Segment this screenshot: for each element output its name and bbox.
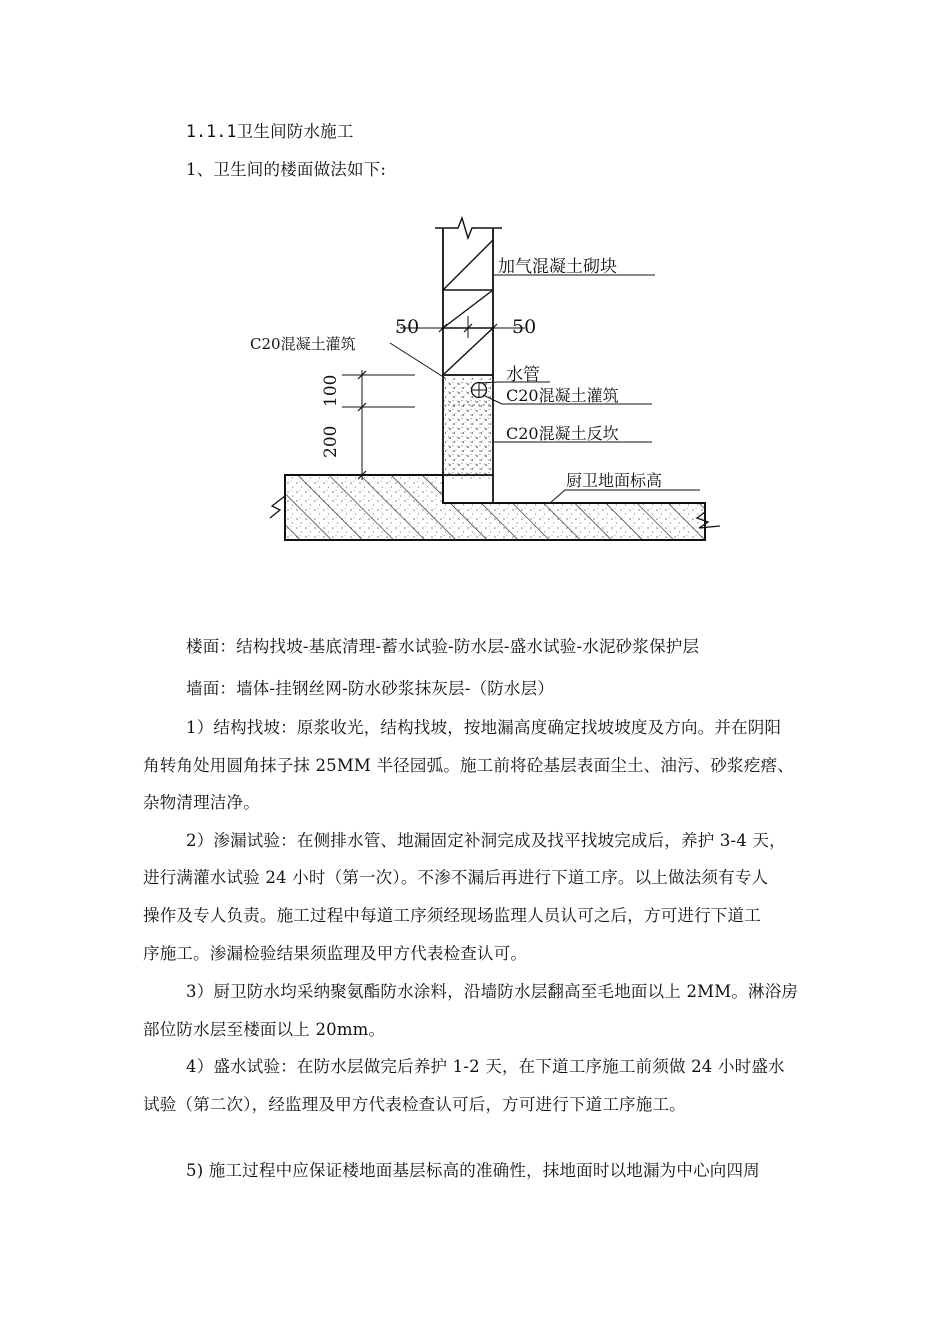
kerb-height-dimension xyxy=(342,370,415,480)
section-heading: 1.1.1卫生间防水施工 xyxy=(186,122,354,141)
label-aerated-block: 加气混凝土砌块 xyxy=(498,257,617,277)
para-2-line-3: 操作及专人负责。施工过程中每道工序须经现场监理人员认可之后，方可进行下道工 xyxy=(143,906,761,925)
concrete-kerb xyxy=(443,375,496,479)
label-c20-pour-left: C20混凝土灌筑 xyxy=(250,335,356,353)
para-4-line-2: 试验（第二次），经监理及甲方代表检查认可后，方可进行下道工序施工。 xyxy=(143,1095,686,1114)
para-4-line-1: 4）盛水试验：在防水层做完后养护 1-2 天，在下道工序施工前须做 24 小时盛水 xyxy=(186,1057,785,1076)
para-1-line-1: 1）结构找坡：原浆收光，结构找坡，按地漏高度确定找坡坡度及方向。并在阴阳 xyxy=(186,718,782,737)
dim-50-right: 50 xyxy=(512,316,537,338)
label-c20-kerb: C20混凝土反坎 xyxy=(506,424,619,443)
construction-detail-drawing xyxy=(250,210,720,555)
para-2-line-1: 2）渗漏试验：在侧排水管、地漏固定补洞完成及找平找坡完成后，养护 3-4 天， xyxy=(186,831,786,850)
para-3-line-1: 3）厨卫防水均采纳聚氨酯防水涂料，沿墙防水层翻高至毛地面以上 2MM。淋浴房 xyxy=(186,982,799,1001)
para-1-line-3: 杂物清理洁净。 xyxy=(143,793,260,812)
para-1-line-2: 角转角处用圆角抹子抹 25MM 半径园弧。施工前将砼基层表面尘土、油污、砂浆疙瘩、 xyxy=(143,756,794,775)
wall-procedure: 墙面：墙体-挂钢丝网-防水砂浆抹灰层-（防水层） xyxy=(186,679,555,698)
para-5-line-1: 5) 施工过程中应保证楼地面基层标高的准确性，抹地面时以地漏为中心向四周 xyxy=(186,1161,760,1180)
break-mark-left xyxy=(270,496,285,518)
dim-100: 100 xyxy=(321,374,341,407)
label-floor-level: 厨卫地面标高 xyxy=(566,471,663,490)
label-pipe: 水管 xyxy=(506,365,540,385)
intro-text: 1、卫生间的楼面做法如下: xyxy=(186,160,387,179)
para-3-line-2: 部位防水层至楼面以上 20mm。 xyxy=(143,1020,386,1039)
aerated-block-wall xyxy=(435,218,502,375)
para-2-line-2: 进行满灌水试验 24 小时（第一次）。不渗不漏后再进行下道工序。以上做法须有专人 xyxy=(143,868,769,887)
dim-200: 200 xyxy=(321,425,341,458)
floor-procedure: 楼面：结构找坡-基底清理-蓄水试验-防水层-盛水试验-水泥砂浆保护层 xyxy=(186,637,700,656)
label-c20-pour-right: C20混凝土灌筑 xyxy=(506,386,619,405)
para-2-line-4: 序施工。渗漏检验结果须监理及甲方代表检查认可。 xyxy=(143,944,528,963)
dim-50-left: 50 xyxy=(395,316,420,338)
